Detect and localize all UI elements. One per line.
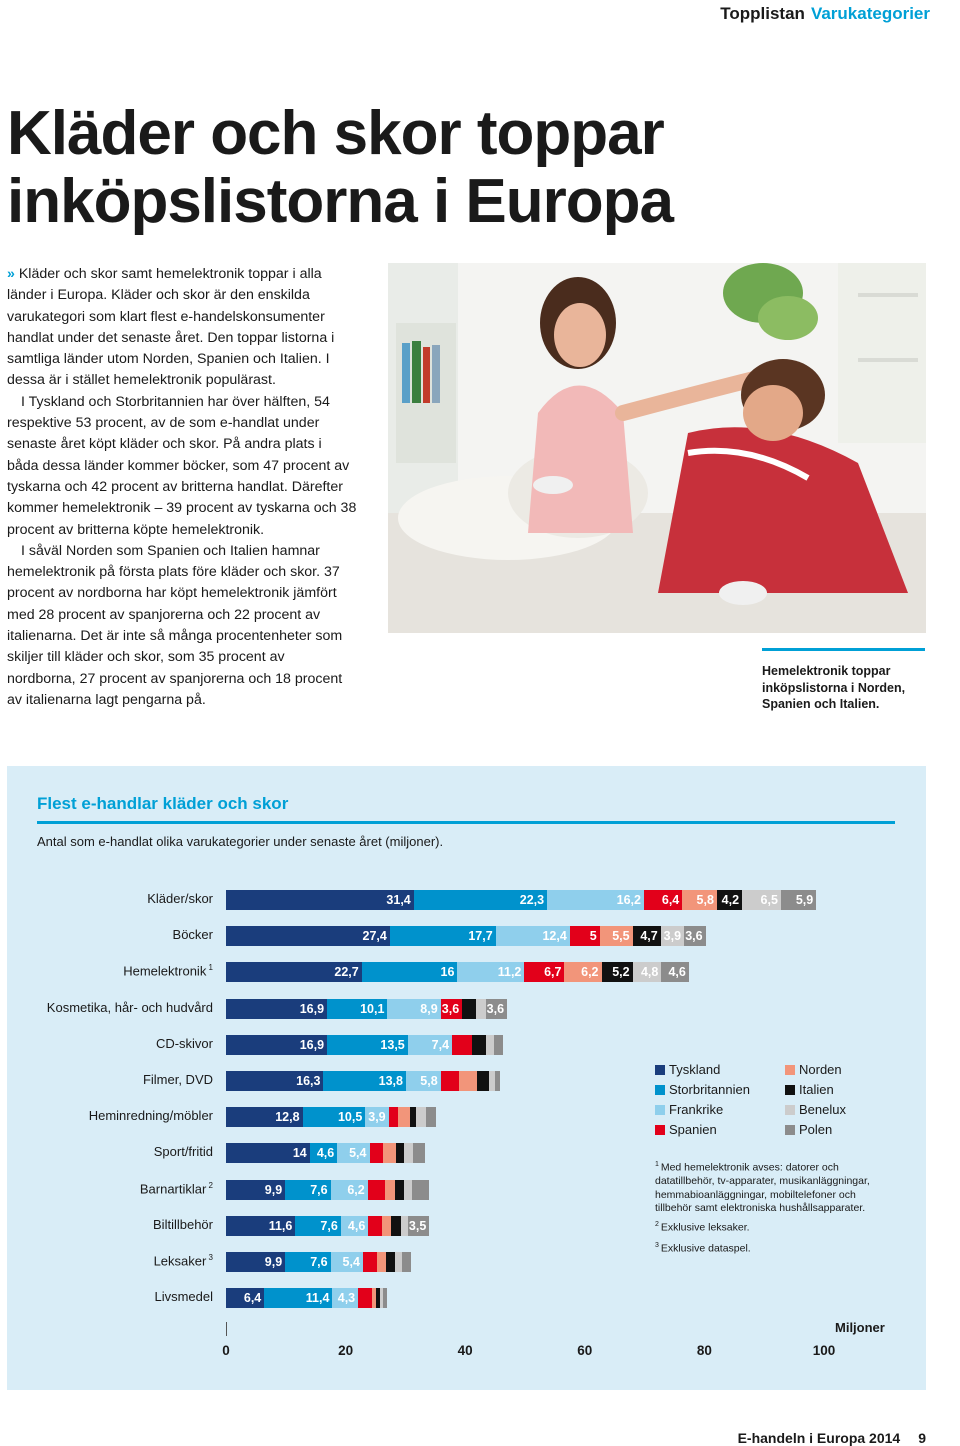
legend-swatch bbox=[785, 1125, 795, 1135]
bar-segment bbox=[472, 1035, 486, 1055]
bar-segment bbox=[426, 1107, 437, 1127]
bar-segment bbox=[383, 1288, 387, 1308]
legend-swatch bbox=[785, 1065, 795, 1075]
bar-segment bbox=[462, 999, 476, 1019]
data-label: 11,4 bbox=[305, 1291, 330, 1306]
x-tick-label: 20 bbox=[338, 1343, 354, 1358]
data-label: 31,4 bbox=[386, 893, 411, 907]
legend-item bbox=[785, 1082, 834, 1097]
data-label: 6,7 bbox=[544, 965, 562, 980]
category-label: Leksaker $^3$ bbox=[153, 1253, 213, 1269]
legend-label: Tyskland bbox=[669, 1062, 721, 1077]
bar-segment bbox=[477, 1071, 488, 1091]
footnote: $^3$ Exklusive dataspel. bbox=[655, 1242, 751, 1255]
x-tick-label: 0 bbox=[222, 1343, 230, 1358]
data-label: 3,6 bbox=[441, 1001, 460, 1016]
bar-segment bbox=[383, 1143, 396, 1163]
legend-item bbox=[655, 1102, 723, 1117]
bar-segment bbox=[386, 1252, 395, 1272]
data-label: 9,9 bbox=[264, 1182, 283, 1197]
bar-segment bbox=[398, 1107, 410, 1127]
photo-illustration bbox=[388, 263, 926, 633]
bar-segment bbox=[391, 1216, 401, 1236]
category-label: Heminredning/möbler bbox=[88, 1108, 213, 1124]
data-label: 22,7 bbox=[334, 965, 359, 980]
bar-segment bbox=[401, 1216, 409, 1236]
data-label: 5,5 bbox=[612, 929, 630, 944]
bar-segment bbox=[404, 1180, 412, 1200]
bar-segment bbox=[459, 1071, 477, 1091]
x-tick-label: 100 bbox=[812, 1343, 836, 1358]
bar-segment bbox=[494, 1035, 503, 1055]
footnote: $^1$ Med hemelektronik avses: datorer och datatillbehör, tv-apparater, musikanläggningar, hemmabioanläggningar, mobiltelefoner och tillbehör samt elektroniska hushållsapparater. bbox=[655, 1161, 870, 1214]
legend-item bbox=[785, 1102, 846, 1117]
data-label: 4,6 bbox=[668, 965, 686, 980]
category-label: Filmer, DVD bbox=[142, 1072, 213, 1087]
bar-segment bbox=[382, 1216, 391, 1236]
publication-title: E-handeln i Europa 2014 bbox=[737, 1430, 901, 1446]
page-footer bbox=[738, 1430, 926, 1446]
headline bbox=[7, 100, 767, 236]
legend-item bbox=[655, 1062, 720, 1077]
data-label: 5,8 bbox=[420, 1074, 438, 1088]
data-label: 7,6 bbox=[310, 1255, 328, 1269]
bar-segment bbox=[395, 1180, 405, 1200]
bar-segment bbox=[486, 1035, 494, 1055]
data-label: 13,5 bbox=[380, 1037, 405, 1052]
legend-label: Benelux bbox=[799, 1102, 846, 1117]
data-label: 6,5 bbox=[760, 893, 778, 907]
x-tick-label: 80 bbox=[696, 1343, 712, 1358]
photo-caption: Hemelektronik toppar inköpslistorna i Norden, Spanien och Italien. bbox=[762, 648, 925, 713]
category-label: Livsmedel bbox=[154, 1289, 213, 1305]
section-label: Topplistan bbox=[720, 4, 805, 23]
bar-segment bbox=[412, 1180, 429, 1200]
bar-segment bbox=[410, 1107, 417, 1127]
data-label: 7,6 bbox=[320, 1218, 338, 1233]
bar-segment bbox=[368, 1180, 385, 1200]
data-label: 5,4 bbox=[342, 1255, 360, 1269]
data-label: 16,2 bbox=[616, 893, 641, 907]
bar-segment bbox=[441, 1071, 460, 1091]
axis-zero-line bbox=[226, 1322, 227, 1336]
page-number: 9 bbox=[918, 1430, 926, 1446]
category-label: Barnartiklar $^2$ bbox=[139, 1180, 213, 1196]
chart-panel bbox=[7, 766, 926, 1390]
data-label: 3,6 bbox=[486, 1001, 505, 1016]
bar-segment bbox=[489, 1071, 496, 1091]
bar-segment bbox=[363, 1252, 377, 1272]
data-label: 10,5 bbox=[337, 1110, 363, 1125]
legend-label: Norden bbox=[799, 1062, 842, 1077]
data-label: 12,8 bbox=[275, 1110, 300, 1125]
x-tick-label: 40 bbox=[457, 1343, 473, 1358]
legend-item bbox=[655, 1082, 750, 1097]
data-label: 5,2 bbox=[612, 965, 630, 980]
footnote: $^2$ Exklusive leksaker. bbox=[655, 1221, 750, 1234]
data-label: 5,9 bbox=[795, 893, 814, 907]
bar-segment bbox=[452, 1035, 472, 1055]
paragraph-1 bbox=[7, 264, 357, 392]
data-label: 16 bbox=[440, 965, 455, 980]
data-label: 12,4 bbox=[542, 929, 567, 944]
bar-segment bbox=[377, 1252, 386, 1272]
legend-swatch bbox=[655, 1065, 665, 1075]
legend-item bbox=[655, 1122, 717, 1137]
article-body bbox=[7, 264, 357, 711]
data-label: 27,4 bbox=[362, 929, 387, 944]
chart-subtitle: Antal som e-handlat olika varukategorier under senaste året (miljoner). bbox=[37, 834, 444, 849]
data-label: 11,2 bbox=[497, 965, 522, 980]
category-label: Biltillbehör bbox=[153, 1216, 213, 1232]
data-label: 6,4 bbox=[661, 893, 680, 907]
data-label: 3,5 bbox=[408, 1218, 427, 1233]
data-label: 4,8 bbox=[640, 965, 659, 980]
legend-swatch bbox=[785, 1085, 795, 1095]
data-label: 5 bbox=[589, 929, 597, 944]
x-tick-label: 60 bbox=[577, 1343, 593, 1358]
category-label: Böcker bbox=[172, 927, 213, 943]
bar-segment bbox=[476, 999, 486, 1019]
data-label: 5,8 bbox=[696, 893, 714, 907]
page-header bbox=[720, 4, 930, 24]
category-label: Kläder/skor bbox=[147, 891, 213, 906]
bar-segment bbox=[389, 1107, 398, 1127]
data-label: 6,4 bbox=[243, 1291, 262, 1306]
data-label: 22,3 bbox=[519, 893, 545, 907]
bar-segment bbox=[495, 1071, 500, 1091]
data-label: 14 bbox=[292, 1146, 307, 1161]
data-label: 7,6 bbox=[310, 1182, 328, 1197]
category-label: CD-skivor bbox=[155, 1035, 213, 1051]
legend-label: Spanien bbox=[669, 1122, 717, 1137]
data-label: 17,7 bbox=[468, 929, 493, 944]
data-label: 4,6 bbox=[316, 1146, 335, 1161]
bar-segment bbox=[395, 1252, 403, 1272]
data-label: 3,6 bbox=[685, 929, 703, 944]
legend-swatch bbox=[655, 1105, 665, 1115]
bar-segment bbox=[385, 1180, 395, 1200]
title-rule bbox=[37, 821, 895, 824]
bar-segment bbox=[416, 1107, 426, 1127]
data-label: 4,2 bbox=[721, 893, 740, 907]
data-label: 11,6 bbox=[268, 1218, 293, 1233]
legend-swatch bbox=[785, 1105, 795, 1115]
headline-line-2: inköpslistorna i Europa bbox=[7, 167, 673, 236]
legend-swatch bbox=[655, 1085, 665, 1095]
data-label: 6,2 bbox=[347, 1182, 365, 1197]
legend-label: Polen bbox=[799, 1122, 833, 1137]
paragraph-2: I Tyskland och Storbritannien har över hälften, 54 respektive 53 procent, av de som e-handlat under senaste året köpt kläder och skor. På andra plats i båda dessa länder kommer böcker, som 47 procent av tyskarna och 42 procent av britterna handlat. Därefter kommer hemelektronik – 39 procent av tyskarna och 38 procent av britterna köpte hemelektronik. bbox=[7, 393, 357, 538]
bar-segment bbox=[358, 1288, 372, 1308]
bar-segment bbox=[396, 1143, 404, 1163]
data-label: 7,4 bbox=[431, 1037, 450, 1052]
data-label: 13,8 bbox=[378, 1074, 403, 1088]
legend-label: Storbritannien bbox=[669, 1082, 750, 1097]
data-label: 16,3 bbox=[296, 1074, 321, 1088]
legend-swatch bbox=[655, 1125, 665, 1135]
bar-segment bbox=[402, 1252, 411, 1272]
data-label: 6,2 bbox=[581, 965, 599, 980]
bar-segment bbox=[370, 1143, 384, 1163]
paragraph-1-text: Kläder och skor samt hemelektronik toppar i alla länder i Europa. Kläder och skor är den enskilda varukategori som klart flest e-handelskonsumenter handlat under det senaste året. Den toppar listorna i samtliga länder utom Norden, Spanien och Italien. I dessa är i stället hemelektronik populärast. bbox=[7, 266, 335, 389]
data-label: 4,3 bbox=[337, 1291, 356, 1306]
data-label: 4,7 bbox=[640, 929, 658, 944]
legend-label: Italien bbox=[799, 1082, 834, 1097]
headline-line-1: Kläder och skor toppar bbox=[7, 99, 664, 168]
data-label: 10,1 bbox=[360, 1001, 385, 1016]
legend-label: Frankrike bbox=[669, 1102, 724, 1117]
data-label: 16,9 bbox=[299, 1001, 325, 1016]
raquo-icon: » bbox=[7, 266, 15, 282]
data-label: 8,9 bbox=[420, 1001, 438, 1016]
bar-segment bbox=[368, 1216, 382, 1236]
data-label: 9,9 bbox=[264, 1255, 283, 1269]
data-label: 5,4 bbox=[349, 1146, 367, 1161]
data-label: 3,9 bbox=[663, 929, 682, 944]
axis-unit-label: Miljoner bbox=[835, 1320, 885, 1335]
category-label: Kosmetika, hår- och hudvård bbox=[46, 999, 213, 1015]
data-label: 3,9 bbox=[368, 1110, 386, 1125]
bar-segment bbox=[413, 1143, 426, 1163]
category-label: Hemelektronik $^1$ bbox=[123, 963, 213, 979]
photo-couple-gaming bbox=[388, 263, 926, 633]
category-label: Sport/fritid bbox=[153, 1144, 213, 1160]
legend-item bbox=[785, 1122, 832, 1137]
subsection-label: Varukategorier bbox=[810, 4, 930, 23]
paragraph-3: I såväl Norden som Spanien och Italien hamnar hemelektronik på första plats före kläder och skor. 37 procent av nordborna har köpt hemelektronik jämfört med 28 procent av spanjorerna och 22 procent av italienarna. Det är inte så många procentenheter som skiljer till kläder och skor, som 35 procent av nordborna, 27 procent av spanjorerna och 18 procent av italienarna lagt pengarna på. bbox=[7, 542, 343, 708]
data-label: 4,6 bbox=[347, 1218, 366, 1233]
chart-title: Flest e-handlar kläder och skor bbox=[37, 794, 289, 813]
data-label: 16,9 bbox=[299, 1037, 325, 1052]
bar-segment bbox=[404, 1143, 413, 1163]
legend-item bbox=[785, 1062, 842, 1077]
